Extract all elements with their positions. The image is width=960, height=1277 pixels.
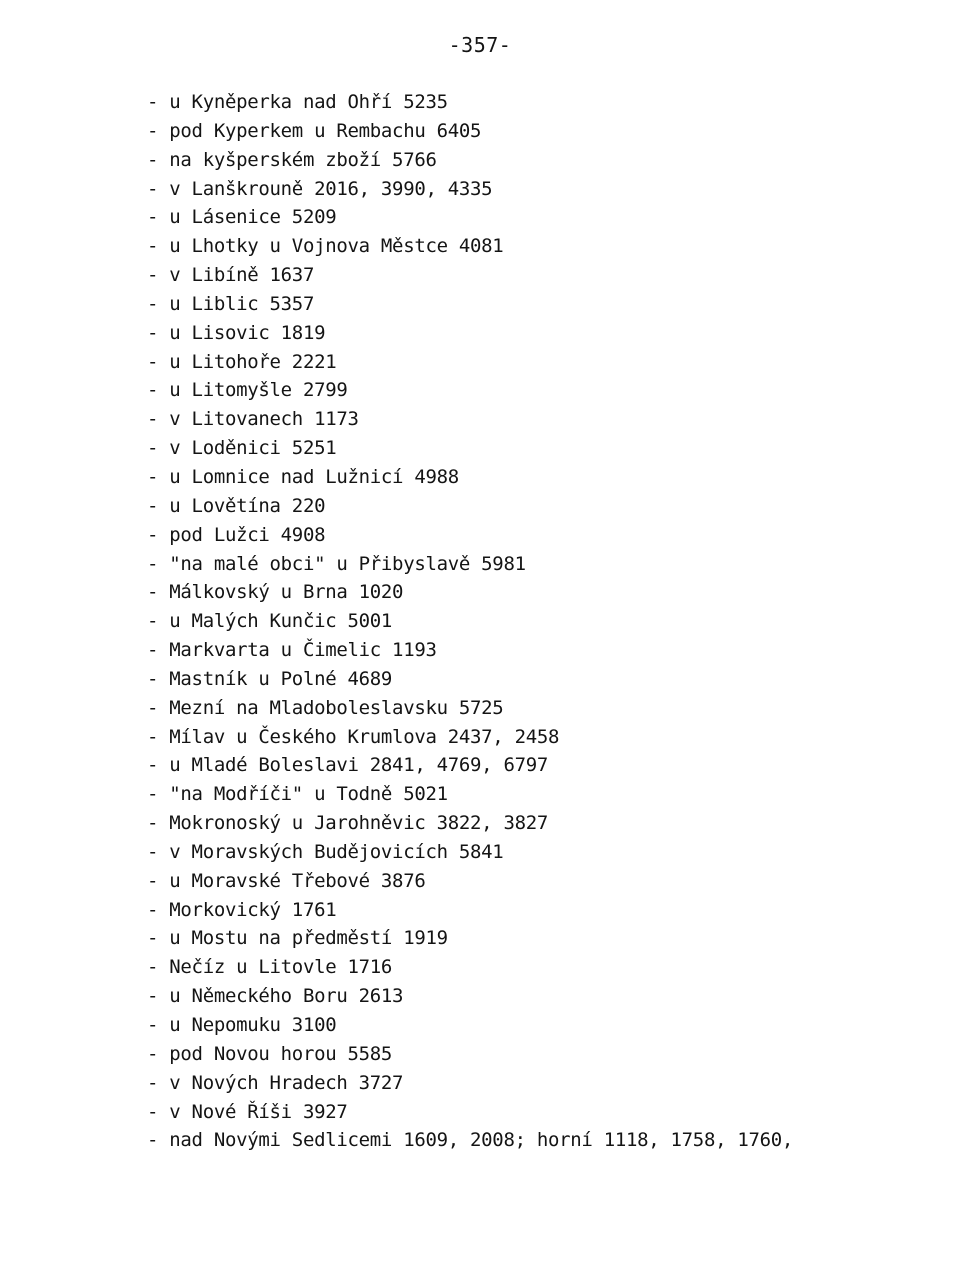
index-entry: - pod Lužci 4908	[147, 523, 326, 546]
index-entry: - Mastník u Polné 4689	[147, 667, 393, 690]
index-entry: - v Nové Říši 3927	[147, 1100, 348, 1123]
page-number: -357-	[448, 33, 512, 57]
index-entry: - v Loděnici 5251	[147, 437, 337, 460]
index-entry: - Mílav u Českého Krumlova 2437, 2458	[147, 725, 560, 748]
index-entry: - v Nových Hradech 3727	[147, 1071, 404, 1094]
index-entry: - Morkovický 1761	[147, 898, 337, 921]
index-entry: - "na malé obci" u Přibyslavě 5981	[147, 552, 526, 575]
index-entry: - u Lomnice nad Lužnicí 4988	[147, 465, 459, 488]
index-entry: - u Malých Kunčic 5001	[147, 610, 393, 633]
index-entry: - u Lásenice 5209	[147, 206, 337, 229]
index-entry: - u Mladé Boleslavi 2841, 4769, 6797	[147, 754, 549, 777]
index-entry: - Markvarta u Čimelic 1193	[147, 639, 437, 662]
index-entry: - "na Modříči" u Todně 5021	[147, 783, 448, 806]
index-entry: - Nečíz u Litovle 1716	[147, 956, 393, 979]
index-entry: - pod Kyperkem u Rembachu 6405	[147, 119, 482, 142]
index-entry: - na kyšperském zboží 5766	[147, 148, 437, 171]
index-entry: - Mezní na Mladoboleslavsku 5725	[147, 696, 504, 719]
index-entry: - v Moravských Budějovicích 5841	[147, 840, 504, 863]
index-entry: - u Liblic 5357	[147, 292, 315, 315]
index-entry: - u Litomyšle 2799	[147, 379, 348, 402]
index-entry: - u Německého Boru 2613	[147, 985, 404, 1008]
index-entry: - Mokronoský u Jarohněvic 3822, 3827	[147, 812, 549, 835]
index-entry: - u Mostu na předměstí 1919	[147, 927, 448, 950]
index-entry: - v Lanškrouně 2016, 3990, 4335	[147, 177, 493, 200]
index-entry: - u Lovětína 220	[147, 494, 326, 517]
index-entry-list	[147, 88, 793, 1155]
index-entry: - u Litohoře 2221	[147, 350, 337, 373]
index-entry: - u Moravské Třebové 3876	[147, 869, 426, 892]
index-entry: - v Litovanech 1173	[147, 408, 359, 431]
index-entry: - u Lhotky u Vojnova Městce 4081	[147, 235, 504, 258]
index-entry: - pod Novou horou 5585	[147, 1042, 393, 1065]
index-entry: - Málkovský u Brna 1020	[147, 581, 404, 604]
index-entry: - v Libíně 1637	[147, 264, 315, 287]
index-entry: - u Kyněperka nad Ohří 5235	[147, 91, 448, 113]
index-entry: - u Lisovic 1819	[147, 321, 326, 344]
index-entry: - u Nepomuku 3100	[147, 1014, 337, 1036]
index-entry: - nad Novými Sedlicemi 1609, 2008; horní 1118, 1758, 1760,	[147, 1129, 794, 1152]
